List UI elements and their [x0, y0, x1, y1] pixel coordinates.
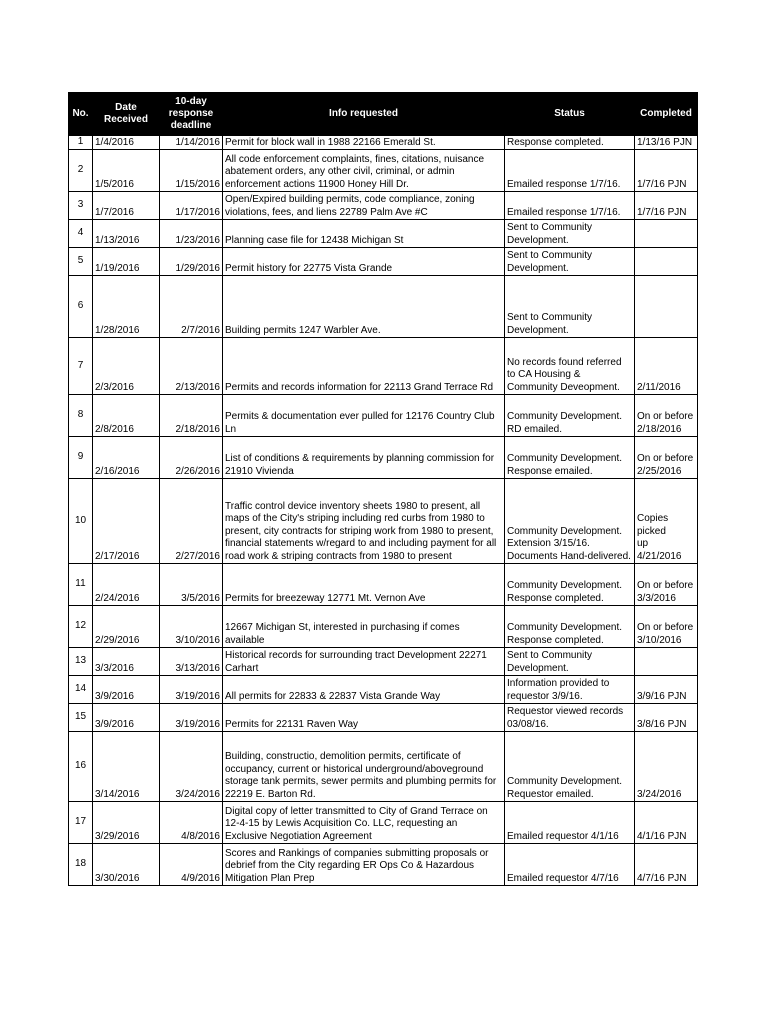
table-cell-deadline: 1/29/2016	[160, 248, 223, 276]
table-cell-no: 7	[69, 338, 93, 395]
table-cell-completed: 2/11/2016	[635, 338, 698, 395]
table-cell-info-requested: 12667 Michigan St, interested in purchasing if comes available	[223, 606, 505, 648]
table-row	[69, 676, 698, 704]
table-cell-info-requested: Permit history for 22775 Vista Grande	[223, 248, 505, 276]
header-info-requested: Info requested	[223, 93, 505, 136]
table-cell-completed: On or before 3/10/2016	[635, 606, 698, 648]
table-row	[69, 564, 698, 606]
table-cell-date-received: 1/19/2016	[93, 248, 160, 276]
table-cell-no: 15	[69, 704, 93, 732]
table-cell-info-requested: Permits for 22131 Raven Way	[223, 704, 505, 732]
table-cell-status: No records found referred to CA Housing & Community Deveopment.	[505, 338, 635, 395]
table-cell-no: 13	[69, 648, 93, 676]
table-row	[69, 844, 698, 886]
table-cell-info-requested: Scores and Rankings of companies submitting proposals or debrief from the City regarding ER Ops Co & Hazardous Mitigation Plan Prep	[223, 844, 505, 886]
table-cell-info-requested: Permits and records information for 22113 Grand Terrace Rd	[223, 338, 505, 395]
table-cell-completed	[635, 276, 698, 338]
table-cell-date-received: 2/16/2016	[93, 437, 160, 479]
table-cell-info-requested: Traffic control device inventory sheets 1980 to present, all maps of the City's striping including red curbs from 1980 to present, city contracts for striping work from 1980 to present, financial statements w/regard to and including payment for all road work & striping contracts from 1980 to present	[223, 479, 505, 564]
table-cell-no: 5	[69, 248, 93, 276]
table-cell-completed	[635, 648, 698, 676]
table-row	[69, 732, 698, 802]
table-cell-no: 14	[69, 676, 93, 704]
header-no: No.	[69, 93, 93, 136]
table-row	[69, 606, 698, 648]
table-cell-no: 3	[69, 192, 93, 220]
table-cell-deadline: 1/14/2016	[160, 136, 223, 150]
table-row	[69, 136, 698, 150]
table-cell-date-received: 1/5/2016	[93, 150, 160, 192]
table-cell-completed: On or before 2/18/2016	[635, 395, 698, 437]
table-row	[69, 704, 698, 732]
table-row	[69, 395, 698, 437]
table-cell-date-received: 3/3/2016	[93, 648, 160, 676]
table-row	[69, 479, 698, 564]
table-cell-no: 6	[69, 276, 93, 338]
table-cell-deadline: 3/5/2016	[160, 564, 223, 606]
table-cell-deadline: 4/9/2016	[160, 844, 223, 886]
table-row	[69, 338, 698, 395]
table-cell-status: Community Development. Response completed.	[505, 606, 635, 648]
table-cell-date-received: 2/24/2016	[93, 564, 160, 606]
table-row	[69, 648, 698, 676]
table-cell-completed	[635, 248, 698, 276]
table-cell-completed: 3/8/16 PJN	[635, 704, 698, 732]
table-cell-completed: 3/9/16 PJN	[635, 676, 698, 704]
table-cell-date-received: 1/4/2016	[93, 136, 160, 150]
table-cell-deadline: 1/23/2016	[160, 220, 223, 248]
table-cell-date-received: 1/7/2016	[93, 192, 160, 220]
table-cell-info-requested: Permit for block wall in 1988 22166 Emerald St.	[223, 136, 505, 150]
header-date-received: Date Received	[93, 93, 160, 136]
table-row	[69, 220, 698, 248]
header-completed: Completed	[635, 93, 698, 136]
table-row	[69, 276, 698, 338]
table-cell-date-received: 2/17/2016	[93, 479, 160, 564]
table-cell-info-requested: Digital copy of letter transmitted to City of Grand Terrace on 12-4-15 by Lewis Acquisition Co. LLC, requesting an Exclusive Negotiation Agreement	[223, 802, 505, 844]
table-cell-completed: 3/24/2016	[635, 732, 698, 802]
table-cell-completed: 4/7/16 PJN	[635, 844, 698, 886]
table-cell-deadline: 2/26/2016	[160, 437, 223, 479]
records-request-table	[68, 92, 698, 886]
table-cell-date-received: 3/14/2016	[93, 732, 160, 802]
table-cell-info-requested: Historical records for surrounding tract Development 22271 Carhart	[223, 648, 505, 676]
table-cell-status: Community Development. Response emailed.	[505, 437, 635, 479]
table-row	[69, 192, 698, 220]
table-cell-status: Sent to Community Development.	[505, 248, 635, 276]
table-cell-completed: Copies picked up 4/21/2016	[635, 479, 698, 564]
table-cell-deadline: 2/27/2016	[160, 479, 223, 564]
table-cell-date-received: 3/9/2016	[93, 704, 160, 732]
table-cell-info-requested: Permits for breezeway 12771 Mt. Vernon Ave	[223, 564, 505, 606]
table-cell-deadline: 3/10/2016	[160, 606, 223, 648]
table-cell-date-received: 3/29/2016	[93, 802, 160, 844]
table-cell-deadline: 1/17/2016	[160, 192, 223, 220]
table-cell-no: 9	[69, 437, 93, 479]
header-row	[69, 93, 698, 136]
table-row	[69, 248, 698, 276]
table-cell-status: Community Development. Requestor emailed.	[505, 732, 635, 802]
table-cell-deadline: 2/18/2016	[160, 395, 223, 437]
table-cell-completed: On or before 3/3/2016	[635, 564, 698, 606]
table-cell-date-received: 3/30/2016	[93, 844, 160, 886]
table-cell-deadline: 3/24/2016	[160, 732, 223, 802]
table-cell-status: Emailed requestor 4/1/16	[505, 802, 635, 844]
table-cell-no: 11	[69, 564, 93, 606]
table-cell-completed: 1/7/16 PJN	[635, 192, 698, 220]
header-deadline: 10-day response deadline	[160, 93, 223, 136]
table-cell-completed: 1/7/16 PJN	[635, 150, 698, 192]
table-row	[69, 802, 698, 844]
table-cell-no: 17	[69, 802, 93, 844]
table-cell-status: Community Development. Extension 3/15/16. Documents Hand-delivered.	[505, 479, 635, 564]
table-cell-no: 18	[69, 844, 93, 886]
table-cell-date-received: 1/28/2016	[93, 276, 160, 338]
table-cell-date-received: 2/29/2016	[93, 606, 160, 648]
table-cell-info-requested: Building permits 1247 Warbler Ave.	[223, 276, 505, 338]
table-cell-completed: 4/1/16 PJN	[635, 802, 698, 844]
table-cell-status: Information provided to requestor 3/9/16.	[505, 676, 635, 704]
table-cell-info-requested: Building, constructio, demolition permits, certificate of occupancy, current or historical underground/aboveground storage tank permits, sewer permits and plumbing permits for 22219 E. Barton Rd.	[223, 732, 505, 802]
table-cell-info-requested: Open/Expired building permits, code compliance, zoning violations, fees, and liens 22789 Palm Ave #C	[223, 192, 505, 220]
table-cell-completed: On or before 2/25/2016	[635, 437, 698, 479]
table-cell-no: 4	[69, 220, 93, 248]
table-cell-no: 16	[69, 732, 93, 802]
table-cell-info-requested: List of conditions & requirements by planning commission for 21910 Vivienda	[223, 437, 505, 479]
header-status: Status	[505, 93, 635, 136]
table-cell-status: Emailed response 1/7/16.	[505, 150, 635, 192]
table-cell-no: 12	[69, 606, 93, 648]
table-cell-status: Sent to Community Development.	[505, 220, 635, 248]
table-cell-status: Requestor viewed records 03/08/16.	[505, 704, 635, 732]
table-cell-status: Community Development. RD emailed.	[505, 395, 635, 437]
table-cell-no: 10	[69, 479, 93, 564]
table-cell-deadline: 1/15/2016	[160, 150, 223, 192]
table-cell-status: Response completed.	[505, 136, 635, 150]
table-cell-status: Emailed requestor 4/7/16	[505, 844, 635, 886]
table-cell-info-requested: Planning case file for 12438 Michigan St	[223, 220, 505, 248]
table-cell-deadline: 4/8/2016	[160, 802, 223, 844]
table-cell-no: 1	[69, 136, 93, 150]
table-cell-date-received: 3/9/2016	[93, 676, 160, 704]
table-cell-status: Sent to Community Development.	[505, 648, 635, 676]
table-cell-info-requested: All permits for 22833 & 22837 Vista Grande Way	[223, 676, 505, 704]
table-row	[69, 437, 698, 479]
table-cell-deadline: 2/7/2016	[160, 276, 223, 338]
table-row	[69, 150, 698, 192]
table-cell-deadline: 3/13/2016	[160, 648, 223, 676]
table-cell-deadline: 3/19/2016	[160, 676, 223, 704]
table-cell-completed: 1/13/16 PJN	[635, 136, 698, 150]
table-cell-status: Sent to Community Development.	[505, 276, 635, 338]
table-cell-status: Community Development. Response completed.	[505, 564, 635, 606]
table-cell-status: Emailed response 1/7/16.	[505, 192, 635, 220]
table-cell-date-received: 1/13/2016	[93, 220, 160, 248]
table-cell-deadline: 2/13/2016	[160, 338, 223, 395]
table-cell-no: 2	[69, 150, 93, 192]
table-cell-no: 8	[69, 395, 93, 437]
table-cell-date-received: 2/3/2016	[93, 338, 160, 395]
table-cell-info-requested: Permits & documentation ever pulled for 12176 Country Club Ln	[223, 395, 505, 437]
table-cell-completed	[635, 220, 698, 248]
table-cell-deadline: 3/19/2016	[160, 704, 223, 732]
table-cell-info-requested: All code enforcement complaints, fines, citations, nuisance abatement orders, any other civil, criminal, or admin enforcement actions 11900 Honey Hill Dr.	[223, 150, 505, 192]
table-cell-date-received: 2/8/2016	[93, 395, 160, 437]
